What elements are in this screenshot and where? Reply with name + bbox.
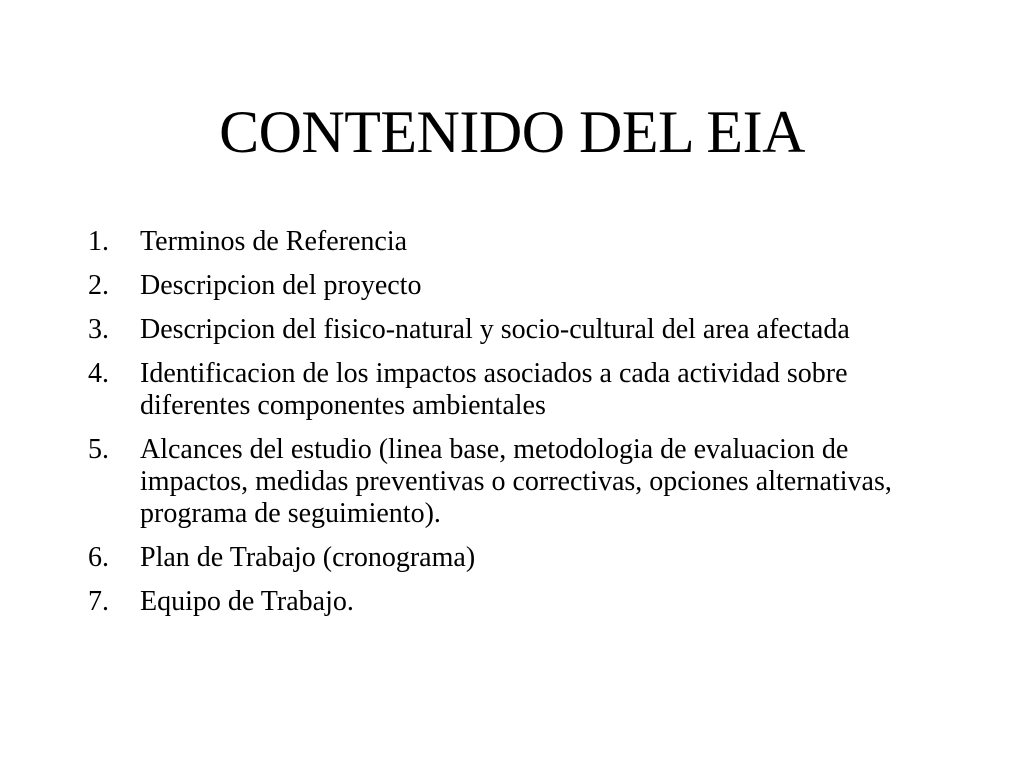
list-item-number: 5. <box>88 434 109 465</box>
list-item-text: Equipo de Trabajo. <box>140 586 354 617</box>
list-item <box>88 270 948 302</box>
list-item <box>88 226 948 258</box>
list-item-text: Descripcion del fisico-natural y socio-cultural del area afectada <box>140 314 850 345</box>
list-item-number: 4. <box>88 358 109 389</box>
list-item-text: Identificacion de los impactos asociados a cada actividad sobre diferentes componentes ambientales <box>140 358 848 421</box>
list-item-number: 7. <box>88 586 109 617</box>
list-item-number: 2. <box>88 270 109 301</box>
list-item <box>88 586 948 618</box>
list-item-text: Terminos de Referencia <box>140 226 408 257</box>
list-item-number: 6. <box>88 542 109 573</box>
list-item-text: Descripcion del proyecto <box>140 270 422 301</box>
list-item-number: 3. <box>88 314 109 345</box>
list-item <box>88 358 948 422</box>
list-item-text: Plan de Trabajo (cronograma) <box>140 542 476 573</box>
list-item <box>88 542 948 574</box>
list-item <box>88 434 948 530</box>
list-item <box>88 314 948 346</box>
slide-title: CONTENIDO DEL EIA <box>219 99 805 165</box>
list-item-number: 1. <box>88 226 109 257</box>
contents-list <box>88 226 948 630</box>
list-item-text: Alcances del estudio (linea base, metodologia de evaluacion de impactos, medidas preventivas o correctivas, opciones alternativas, programa de seguimiento). <box>140 434 892 529</box>
